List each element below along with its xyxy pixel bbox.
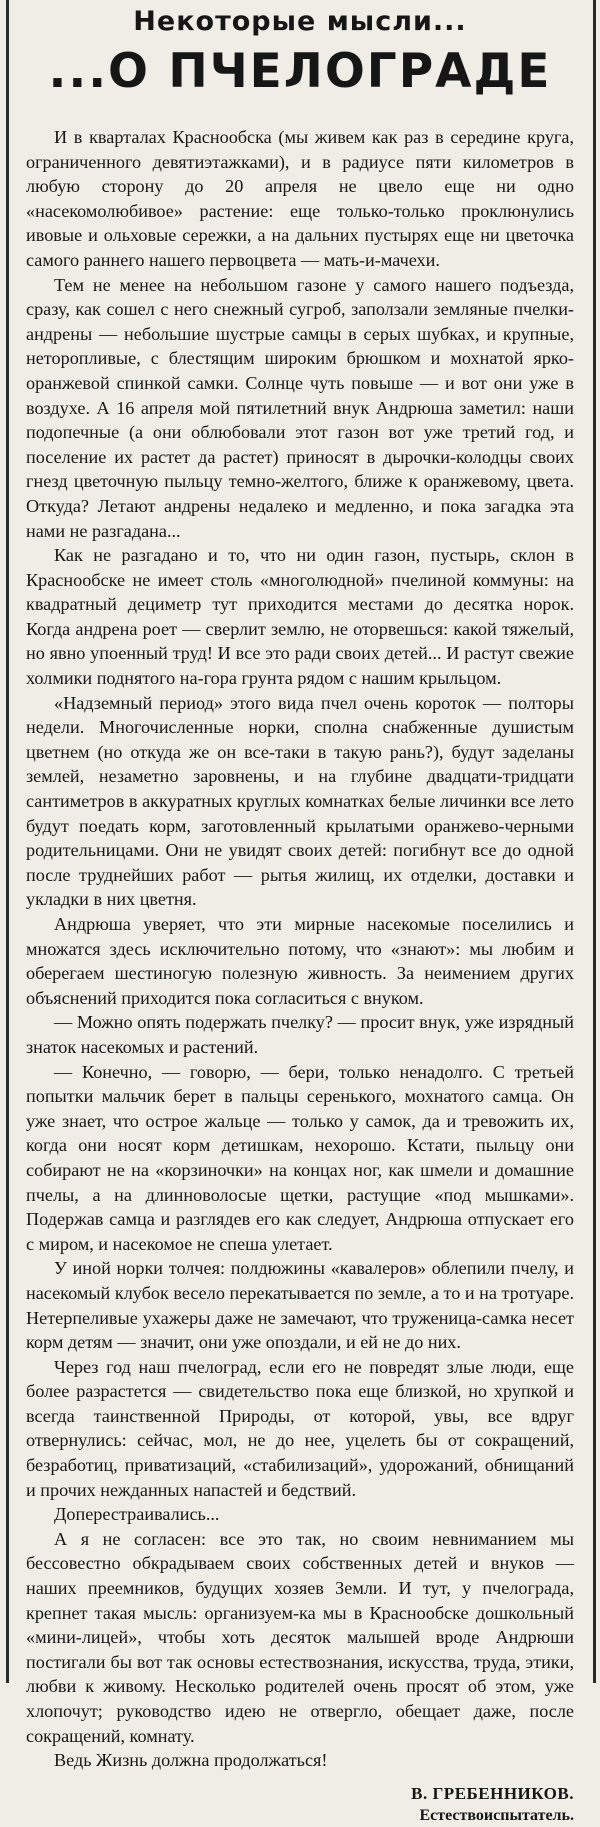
author-name: В. ГРЕБЕННИКОВ. [411,1783,574,1803]
paragraph: У иной норки толчея: полдюжины «кавалеров» облепили пчелу, и насекомый клубок весело перекатывается по земле, а то и на тротуаре. Нетерпеливые ухажеры даже не замечают, что труженица-самка несет корм детям — значит, они уже опоздали, и ей не до них. [26,1258,574,1353]
signature-block [26,1783,574,1827]
left-border-line [6,0,9,1683]
paragraph: Ведь Жизнь должна продолжаться! [54,1750,328,1771]
paragraph: Тем не менее на небольшом газоне у самого нашего подъезда, сразу, как сошел с него снежный сугроб, заползали земляные пчелки-андрены — небольшие шустрые самцы в серых шубках, и крупные, неторопливые, с блестящим широким брюшком и мохнатой ярко-оранжевой спинкой самки. Солнце чуть повыше — и вот они уже в воздухе. А 16 апреля мой пятилетний внук Андрюша заметил: наши подопечные (а они облюбовали этот газон вот уже третий год, и поселение их растет да растет) приносят в дырочки-колодцы своих гнезд цветочную пыльцу темно-желтого, ближе к оранжевому, цвета. Откуда? Летают андрены недалеко и медленно, и пока загадка эта нами не разгадана... [26,274,574,541]
paragraph: Как не разгадано и то, что ни один газон, пустырь, склон в Краснообске не имеет столь «многолюдной» пчелиной коммуны: на квадратный дециметр тут приходится местами до десятка норок. Когда андрена роет — сверлит землю, не оторвешься: какой тяжелый, но явно упоенный труд! И все это ради своих детей... И растут свежие холмики поднятого на-гора грунта рядом с нашим крыльцом. [26,545,574,689]
paragraph: Доперестраивались... [54,1504,220,1525]
article-body [26,125,574,1773]
article-kicker: Некоторые мысли... [133,6,467,37]
paragraph: — Можно опять подержать пчелку? — просит внук, уже изрядный знаток насекомых и растений. [26,1012,574,1057]
paragraph: Андрюша уверяет, что эти мирные насекомые поселились и множатся здесь исключительно потому, что «знают»: мы любим и оберегаем шестиногую полезную живность. За неимением других объяснений приходится пока согласиться с внуком. [26,914,574,1008]
paragraph: А я не согласен: все это так, но своим невниманием мы бессовестно обкрадываем своих собственных детей и внуков — наших преемников, будущих хозяев Земли. И тут, у пчелограда, крепнет такая мысль: организуем-ка мы в Краснообске дошкольный «мини-лицей», чтобы хоть десяток малышей вроде Андрюши постигали бы вот так основы естествознания, искусства, труда, этики, любви к живому. Несколько родителей очень просят об этом, уже хлопочут; руководство идею не отвергло, обещает даже, после сокращений, комнату. [26,1528,574,1746]
author-title: Естествоиспытатель. [419,1806,574,1824]
right-border-line [593,0,596,1683]
paragraph: «Надземный период» этого вида пчел очень короток — полторы недели. Многочисленные норки, сполна снабженные душистым цветнем (но откуда же он все-таки в такую рань?), будут заделаны землей, незаметно заровнены, и на глубине двадцати-тридцати сантиметров в аккуратных круглых комнатках белые личинки все лето будут поедать корм, заготовленный крылатыми оранжево-черными родительницами. Они не увидят своих детей: погибнут все до одной после труднейших работ — рытья жилищ, их отделки, доставки и укладки в них цветня. [26,692,574,910]
paragraph: И в кварталах Краснообска (мы живем как раз в середине круга, ограниченного девятиэтажками), и в радиусе пяти километров в любую сторону до 20 апреля не цвело еще ни одно «насекомолюбивое» растение: еще только-только проклюнулись ивовые и ольховые сережки, а на дальних пустырях еще ни цветочка самого раннего нашего первоцвета — мать-и-мачехи. [26,127,574,270]
paragraph: — Конечно, — говорю, — бери, только ненадолго. С третьей попытки мальчик берет в пальцы серенького, мохнатого самца. Он уже знает, что острое жальце — только у самок, да и тревожить их, когда они носят корм детишкам, нехорошо. Кстати, пыльцу они собирают не на «корзиночки» на концах ног, как шмели и домашние пчелы, а на длинноволосые щетки, растущие «под мышками». Подержав самца и разглядев его как следует, Андрюша отпускает его с миром, и насекомое не спеша улетает. [26,1061,574,1254]
article-title: ...О ПЧЕЛОГРАДЕ [48,44,552,99]
paragraph: Через год наш пчелоград, если его не повредят злые люди, еще более разрастется — свидетельство пока еще близкой, но хрупкой и всегда таинственной Природы, от которой, увы, все вдруг отвернулись: сейчас, мол, не до нее, уцелеть бы от сокращений, безработиц, приватизаций, «стабилизаций», удорожаний, обнищаний и прочих нежданных напастей и бедствий. [26,1356,574,1500]
